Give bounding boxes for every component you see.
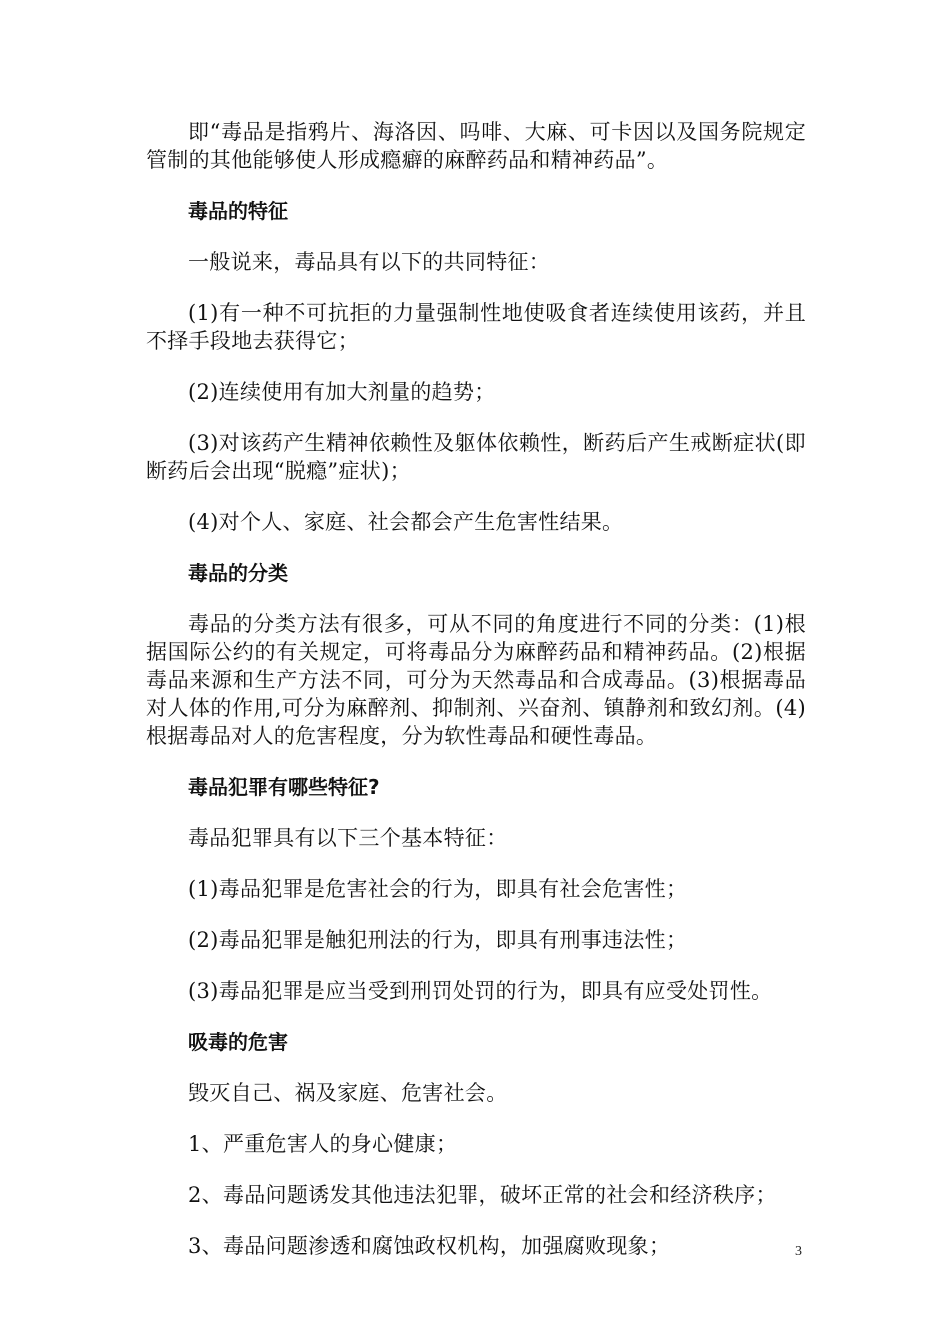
list-item-feature-2: (2)连续使用有加大剂量的趋势；	[188, 380, 496, 404]
list-item-feature-4: (4)对个人、家庭、社会都会产生危害性结果。	[188, 510, 624, 534]
heading-drug-crime-features: 毒品犯罪有哪些特征?	[188, 775, 380, 799]
paragraph-definition: 即“毒品是指鸦片、海洛因、吗啡、大麻、可卡因以及国务院规定管制的其他能够使人形成瘾癖的麻醉药品和精神药品”。	[146, 120, 806, 172]
page-number: 3	[795, 1244, 802, 1259]
paragraph-common-features-intro: 一般说来，毒品具有以下的共同特征：	[188, 250, 551, 274]
paragraph-crime-features-intro: 毒品犯罪具有以下三个基本特征：	[188, 826, 508, 850]
list-item-crime-feature-2: (2)毒品犯罪是触犯刑法的行为，即具有刑事违法性；	[188, 928, 688, 952]
list-item-crime-feature-1: (1)毒品犯罪是危害社会的行为，即具有社会危害性；	[188, 877, 688, 901]
list-item-feature-3: (3)对该药产生精神依赖性及躯体依赖性，断药后产生戒断症状(即断药后会出现“脱瘾”症状)；	[146, 431, 806, 483]
paragraph-classification: 毒品的分类方法有很多，可从不同的角度进行不同的分类：(1)根据国际公约的有关规定，可将毒品分为麻醉药品和精神药品。(2)根据毒品来源和生产方法不同，可分为天然毒品和合成毒品。(3)根据毒品对人体的作用,可分为麻醉剂、抑制剂、兴奋剂、镇静剂和致幻剂。(4)根据毒品对人的危害程度，分为软性毒品和硬性毒品。	[146, 612, 806, 748]
list-item-crime-feature-3: (3)毒品犯罪是应当受到刑罚处罚的行为，即具有应受处罚性。	[188, 979, 773, 1003]
heading-drug-harm: 吸毒的危害	[188, 1030, 288, 1054]
list-item-harm-2: 2、毒品问题诱发其他违法犯罪，破坏正常的社会和经济秩序；	[188, 1183, 777, 1207]
list-item-harm-1: 1、严重危害人的身心健康；	[188, 1132, 458, 1156]
document-body	[146, 118, 806, 1260]
list-item-feature-1: (1)有一种不可抗拒的力量强制性地使吸食者连续使用该药，并且不择手段地去获得它；	[146, 301, 806, 353]
heading-drug-classification: 毒品的分类	[188, 561, 288, 585]
list-item-harm-3: 3、毒品问题渗透和腐蚀政权机构，加强腐败现象；	[188, 1234, 671, 1258]
paragraph-harm-summary: 毁灭自己、祸及家庭、危害社会。	[188, 1081, 508, 1105]
heading-drug-characteristics: 毒品的特征	[188, 199, 288, 223]
